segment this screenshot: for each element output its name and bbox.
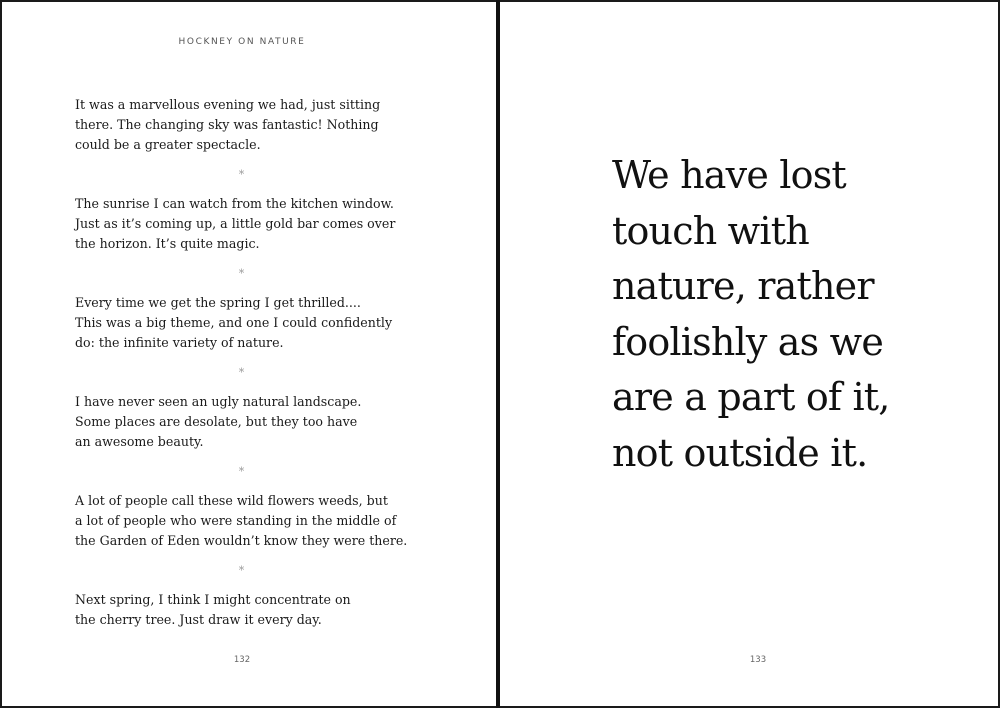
left-page (0, 0, 496, 708)
text-line: This was a big theme, and one I could confidently (75, 315, 393, 330)
quote-entry (75, 392, 435, 452)
quote-line: not outside it. (612, 430, 868, 475)
text-line: Just as it’s coming up, a little gold bar comes over (75, 216, 396, 231)
quote-line: foolishly as we (612, 319, 884, 364)
text-line: Every time we get the spring I get thrilled.... (75, 295, 361, 310)
page-number: 133 (749, 655, 767, 665)
asterisk-separator: * (238, 564, 245, 577)
quote-entry (75, 95, 435, 155)
text-line: Next spring, I think I might concentrate on (75, 592, 351, 607)
text-line: The sunrise I can watch from the kitchen window. (75, 196, 394, 211)
asterisk-separator: * (238, 267, 245, 280)
quote-entry (75, 590, 435, 630)
text-line: a lot of people who were standing in the middle of (75, 513, 397, 528)
running-head: HOCKNEY ON NATURE (178, 37, 306, 47)
text-line: Some places are desolate, but they too have (75, 414, 358, 429)
quote-line: We have lost (612, 153, 846, 197)
quote-line: nature, rather (612, 264, 874, 308)
text-line: do: the infinite variety of nature. (75, 335, 284, 350)
asterisk-separator: * (238, 465, 245, 478)
pull-quote (612, 148, 992, 481)
text-line: could be a greater spectacle. (75, 137, 261, 152)
text-line: I have never seen an ugly natural landscape. (75, 394, 362, 409)
quote-line: are a part of it, (612, 375, 890, 419)
text-line: It was a marvellous evening we had, just sitting (75, 97, 381, 112)
text-line: A lot of people call these wild flowers weeds, but (75, 493, 388, 508)
quote-line: touch with (612, 208, 809, 253)
right-page (500, 0, 1000, 708)
asterisk-separator: * (238, 168, 245, 181)
text-line: the cherry tree. Just draw it every day. (75, 612, 322, 627)
text-line: an awesome beauty. (75, 434, 204, 449)
quotes-list (75, 95, 435, 630)
quote-entry (75, 194, 435, 254)
text-line: there. The changing sky was fantastic! Nothing (75, 117, 379, 132)
quote-entry (75, 491, 435, 551)
asterisk-separator: * (238, 366, 245, 379)
page-number: 132 (233, 655, 251, 665)
text-line: the horizon. It’s quite magic. (75, 236, 260, 251)
text-line: the Garden of Eden wouldn’t know they were there. (75, 533, 408, 548)
quote-entry (75, 293, 435, 353)
